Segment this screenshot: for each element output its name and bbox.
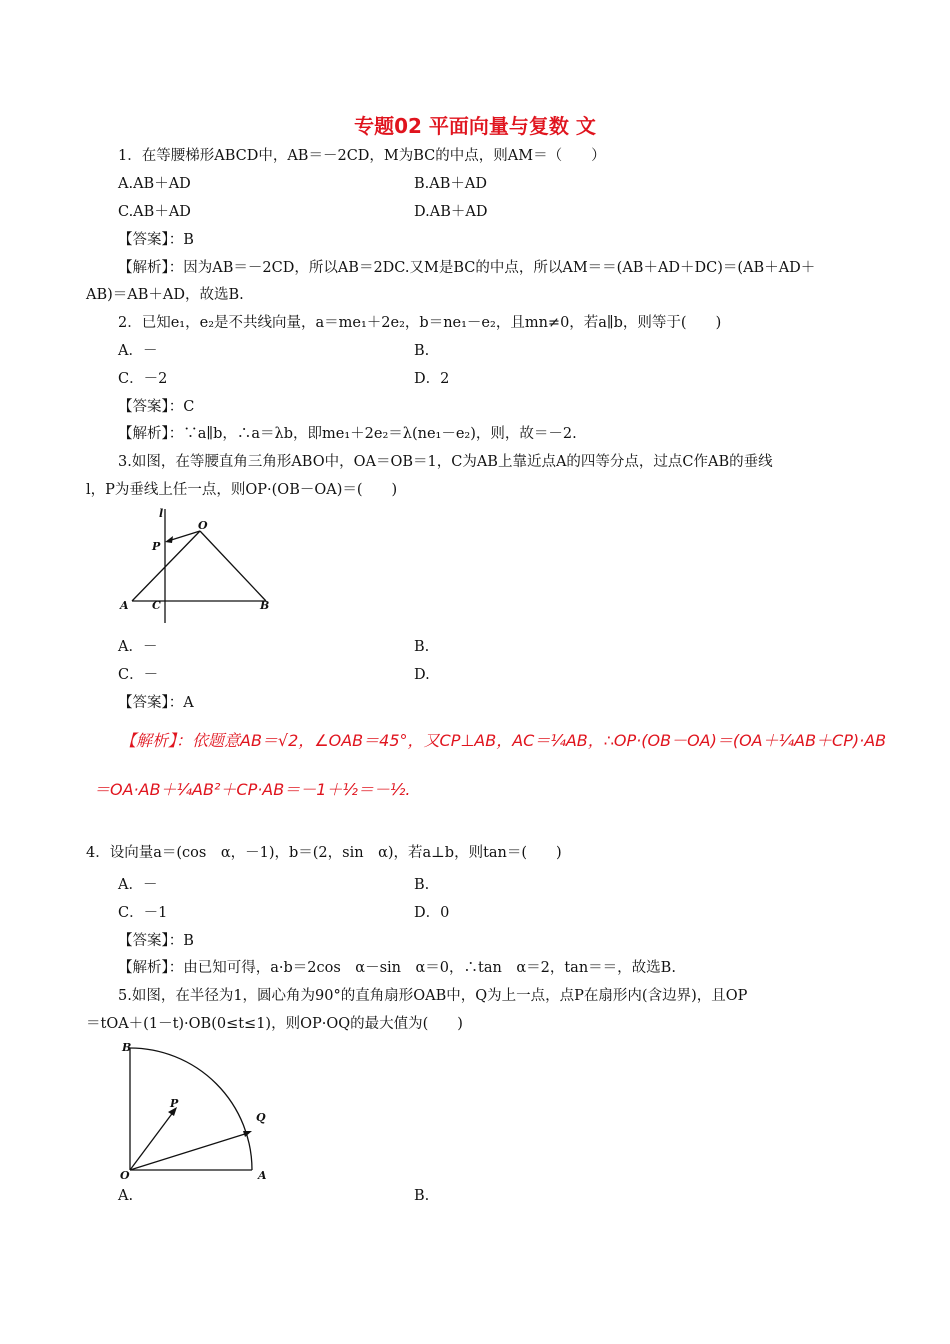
fig2-label-p: P	[170, 1097, 179, 1110]
q4-option-c: C．－1	[118, 905, 168, 921]
q2-text: 2．已知e₁，e₂是不共线向量，a＝me₁＋2e₂，b＝ne₁－e₂，且mn≠0，若a∥b，则等于( )	[118, 315, 722, 331]
q4-option-a: A．－	[118, 877, 158, 893]
q4-text: 4．设向量a＝(cos α，－1)，b＝(2，sin α)，若a⊥b，则tan＝( )	[86, 845, 562, 861]
q4-option-d: D．0	[414, 905, 450, 921]
q4-answer: 【答案】：B	[118, 933, 194, 949]
q4-analysis: 【解析】：由已知可得，a·b＝2cos α－sin α＝0，∴tan α＝2，tan＝＝，故选B.	[118, 960, 676, 976]
q1-option-d: D.AB＋AD	[414, 204, 488, 220]
q3-option-d: D.	[414, 667, 430, 683]
fig1-label-a: A	[120, 599, 129, 612]
fig1-label-l: l	[159, 507, 164, 520]
q2-option-b: B.	[414, 343, 430, 359]
fig1-label-b: B	[260, 599, 270, 612]
q3-answer: 【答案】：A	[118, 695, 194, 711]
q3-text-cont: l，P为垂线上任一点，则OP·(OB－OA)＝( )	[86, 482, 398, 498]
page-title: 专题02 平面向量与复数 文	[354, 114, 596, 138]
q3-option-c: C．－	[118, 667, 159, 683]
q1-option-a: A.AB＋AD	[118, 176, 191, 192]
q3-analysis: 【解析】：依题意AB＝√2，∠OAB＝45°，又CP⊥AB，AC＝¼AB，∴OP·(OB－OA)＝(OA＋¼AB＋CP)·AB	[120, 731, 887, 750]
q5-option-a: A.	[118, 1188, 134, 1204]
q2-option-a: A．－	[118, 343, 158, 359]
q4-option-b: B.	[414, 877, 430, 893]
q2-option-d: D．2	[414, 371, 450, 387]
fig1-label-c: C	[152, 599, 161, 612]
q5-text-cont: ＝tOA＋(1－t)·OB(0≤t≤1)，则OP·OQ的最大值为( )	[86, 1016, 463, 1032]
q2-option-c: C．－2	[118, 371, 168, 387]
q1-option-b: B.AB＋AD	[414, 176, 487, 192]
q3-analysis-cont: ＝OA·AB＋¼AB²＋CP·AB＝－1＋½＝－½.	[94, 780, 411, 799]
q1-option-c: C.AB＋AD	[118, 204, 191, 220]
q5-figure	[110, 1035, 280, 1185]
q3-text: 3.如图，在等腰直角三角形ABO中，OA＝OB＝1，C为AB上靠近点A的四等分点，过点C作AB的垂线	[118, 454, 773, 470]
q1-analysis-cont: AB)＝AB＋AD，故选B.	[86, 287, 244, 303]
fig2-label-o: O	[120, 1169, 130, 1182]
q1-analysis: 【解析】：因为AB＝－2CD，所以AB＝2DC.又M是BC的中点，所以AM＝＝(AB＋AD＋DC)＝(AB＋AD＋	[118, 260, 816, 276]
q5-option-b: B.	[414, 1188, 430, 1204]
q2-analysis: 【解析】：∵a∥b，∴a＝λb，即me₁＋2e₂＝λ(ne₁－e₂)，则，故＝－2.	[118, 426, 577, 442]
fig2-label-b: B	[122, 1041, 132, 1054]
q3-figure	[110, 505, 290, 625]
q5-text: 5.如图，在半径为1，圆心角为90°的直角扇形OAB中，Q为上一点，点P在扇形内(含边界)，且OP	[118, 988, 748, 1004]
fig2-label-q: Q	[256, 1111, 266, 1124]
q3-option-a: A．－	[118, 639, 158, 655]
fig1-label-p: P	[152, 540, 161, 553]
fig1-label-o: O	[198, 519, 208, 532]
fig2-label-a: A	[258, 1169, 267, 1182]
q3-option-b: B.	[414, 639, 430, 655]
q1-text: 1．在等腰梯形ABCD中，AB＝－2CD，M为BC的中点，则AM＝（ ）	[118, 148, 606, 164]
q1-answer: 【答案】：B	[118, 232, 194, 248]
q2-answer: 【答案】：C	[118, 399, 195, 415]
